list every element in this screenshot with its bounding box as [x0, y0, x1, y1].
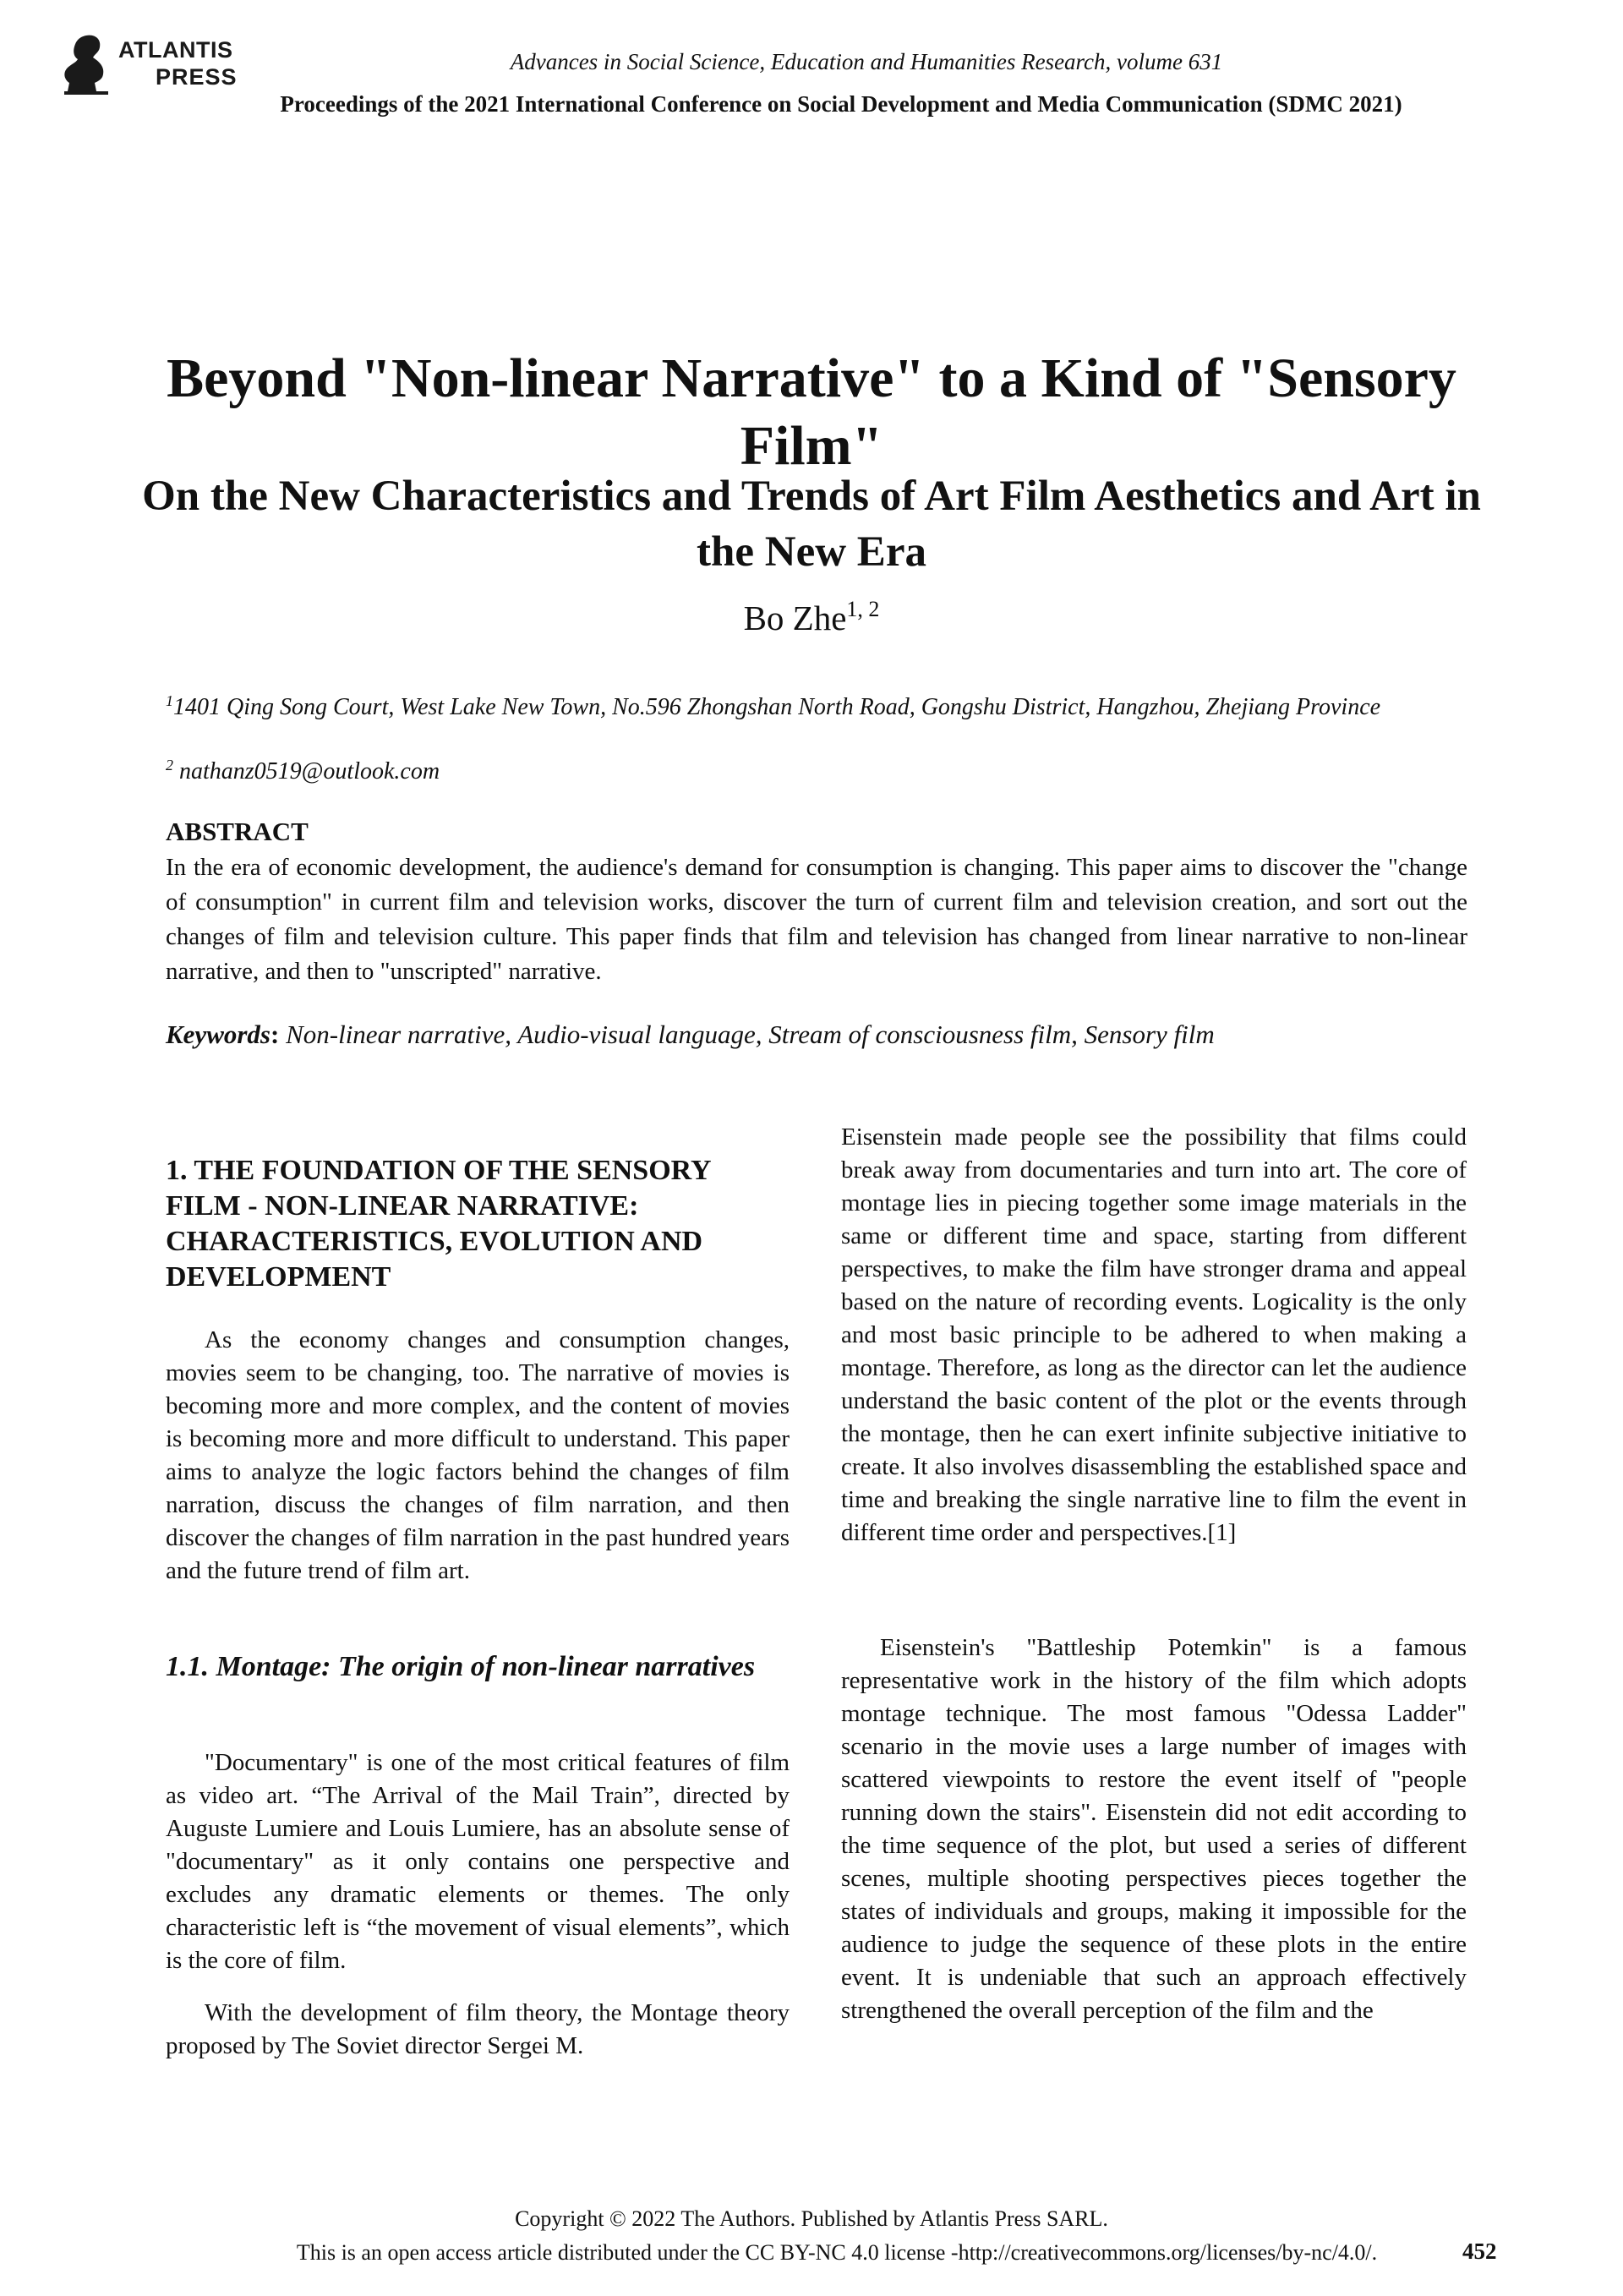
author-affiliation-marks: 1, 2: [846, 597, 880, 621]
paragraph-text: Eisenstein's "Battleship Potemkin" is a famous representative work in the history of the film which adopts montage technique. The most famous "Odessa Ladder" scenario in the movie uses a large number of images with scattered viewpoints to restore the event itself of "people running down the stairs". Eisenstein did not edit according to the time sequence of the plot, but used a series of different scenes, multiple shooting perspectives pieces together the states of individuals and groups, making it impossible for the audience to judge the sequence of these plots in the entire event. It is undeniable that such an approach effectively strengthened the overall perception of the film and the: [841, 1634, 1467, 2024]
copyright-notice: Copyright © 2022 The Authors. Published by Atlantis Press SARL.: [515, 2206, 1108, 2231]
keywords-label: Keywords: [166, 1020, 270, 1049]
logo-text-atlantis: ATLANTIS: [118, 37, 233, 63]
section-1-1-heading: 1.1. Montage: The origin of non-linear narratives: [166, 1651, 756, 1682]
keywords-text: Non-linear narrative, Audio-visual language, Stream of consciousness film, Sensory film: [279, 1020, 1215, 1049]
abstract-heading: ABSTRACT: [166, 817, 309, 846]
keywords: [166, 1020, 1467, 1050]
section-1-1-paragraph-1: [166, 1747, 790, 1977]
affiliation-1-text: 1401 Qing Song Court, West Lake New Town, No.596 Zhongshan North Road, Gongshu District, Hangzhou, Zhejiang Province: [173, 694, 1381, 720]
license-notice: This is an open access article distributed under the CC BY-NC 4.0 license -http://creativecommons.org/licenses/by-nc/4.0/.: [296, 2240, 1378, 2265]
paragraph-text: Eisenstein made people see the possibility that films could break away from documentaries and turn into art. The core of montage lies in piecing together some image materials in the same or different time and space, starting from different perspectives, to make the film have stronger drama and appeal based on the nature of recording events. Logicality is the only and most basic principle to be adhered to when making a montage. Therefore, as long as the director can let the audience understand the basic content of the plot or the events through the montage, then he can exert infinite subjective initiative to create. It also involves disassembling the established space and time and breaking the single narrative line to film the event in different time order and perspectives.[1]: [841, 1123, 1467, 1546]
paragraph-text: As the economy changes and consumption changes, movies seem to be changing, too. The narrative of movies is becoming more and more complex, and the content of movies is becoming more and more difficult to understand. This paper aims to analyze the logic factors behind the changes of film narration, discuss the changes of film narration, and then discover the changes of film narration in the past hundred years and the future trend of film art.: [166, 1326, 790, 1584]
keywords-colon: :: [270, 1020, 280, 1049]
paragraph-text: With the development of film theory, the Montage theory proposed by The Soviet director Sergei M.: [166, 1999, 790, 2059]
paper-title: Beyond "Non-linear Narrative" to a Kind of "Sensory Film": [167, 347, 1456, 477]
right-column-paragraph-2: [841, 1632, 1467, 2027]
section-1-1-paragraph-2: [166, 1997, 790, 2063]
section-1-paragraph-1: [166, 1324, 790, 1588]
author-line: [0, 597, 1623, 638]
affiliation-1: [166, 685, 1467, 724]
right-column-paragraph-1: [841, 1121, 1467, 1550]
author-name: Bo Zhe: [743, 599, 847, 637]
paper-subtitle: On the New Characteristics and Trends of Art Film Aesthetics and Art in the New Era: [142, 473, 1481, 576]
affiliation-2-mark: 2: [166, 757, 173, 774]
affiliation-2-text: nathanz0519@outlook.com: [173, 758, 440, 784]
abstract-body: In the era of economic development, the audience's demand for consumption is changing. This paper aims to discover the "change of consumption" in current film and television works, discover the turn of current film and television creation, and sort out the changes of film and television culture. This paper finds that film and television has changed from linear narrative to non-linear narrative, and then to "unscripted" narrative.: [166, 854, 1467, 985]
paragraph-text: "Documentary" is one of the most critical features of film as video art. “The Arrival of the Mail Train”, directed by Auguste Lumiere and Louis Lumiere, has an absolute sense of "documentary" as it only contains one perspective and excludes any dramatic elements or themes. The only characteristic left is “the movement of visual elements”, which is the core of film.: [166, 1749, 790, 1974]
proceedings-title: Proceedings of the 2021 International Conference on Social Development and Media Communication (SDMC 2021): [280, 91, 1402, 117]
page-number: 452: [1462, 2239, 1497, 2264]
logo-text-press: PRESS: [156, 64, 238, 90]
series-title: Advances in Social Science, Education and Humanities Research, volume 631: [510, 49, 1223, 74]
affiliation-2: [166, 749, 1467, 788]
section-1-heading: 1. THE FOUNDATION OF THE SENSORY FILM - NON-LINEAR NARRATIVE: CHARACTERISTICS, EVOLUTION AND DEVELOPMENT: [166, 1155, 711, 1293]
affiliation-1-mark: 1: [166, 692, 173, 709]
